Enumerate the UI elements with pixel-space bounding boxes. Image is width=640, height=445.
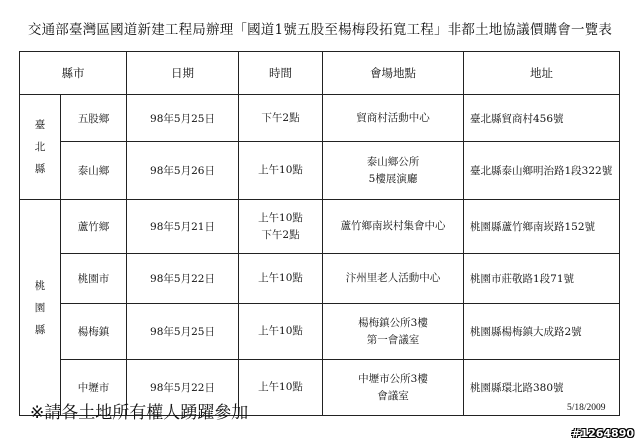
date-cell: 98年5月21日 [127,200,239,254]
date-cell: 98年5月25日 [127,95,239,142]
town-cell: 桃園市 [61,254,127,304]
address-cell: 臺北縣泰山鄉明治路1段322號 [464,142,620,200]
town-cell: 楊梅鎮 [61,304,127,360]
watermark: #1264890 [571,427,634,440]
time-line: 下午2點 [261,228,300,241]
town-cell: 中壢市 [61,360,127,416]
date-cell: 98年5月25日 [127,304,239,360]
time-line: 上午10點 [258,272,303,284]
date-cell: 98年5月26日 [127,142,239,200]
header-address: 地址 [464,52,620,95]
venue-line: 會議室 [377,389,409,402]
venue-line: 泰山鄉公所 [366,155,420,168]
table-row [20,142,620,200]
county-cell [20,95,61,200]
address-cell: 臺北縣貿商村456號 [464,95,620,142]
table-row [20,254,620,304]
time-line: 上午10點 [258,211,303,224]
county-char: 北 [34,141,46,153]
table-row [20,95,620,142]
date-cell: 98年5月22日 [127,360,239,416]
county-char: 臺 [34,119,46,131]
venue-line: 汴州里老人活動中心 [345,272,441,284]
time-cell [239,142,323,200]
county-char: 縣 [34,323,46,336]
date-cell: 98年5月22日 [127,254,239,304]
time-cell [239,200,323,254]
time-cell [239,304,323,360]
time-line: 下午2點 [261,111,300,124]
town-cell: 蘆竹鄉 [61,200,127,254]
venue-cell [323,360,464,416]
address-cell: 桃園縣蘆竹鄉南崁路152號 [464,200,620,254]
time-cell [239,95,323,142]
time-line: 上午10點 [258,381,303,393]
venue-line: 貿商村活動中心 [356,111,430,124]
venue-cell [323,142,464,200]
meeting-schedule-table [19,51,620,416]
footer-date: 5/18/2009 [567,403,606,413]
venue-line: 楊梅鎮公所3樓 [358,316,428,329]
time-cell [239,360,323,416]
time-line: 上午10點 [258,164,303,176]
venue-cell [323,304,464,360]
address-cell: 桃園市莊敬路1段71號 [464,254,620,304]
table-row [20,200,620,254]
header-venue: 會場地點 [323,52,464,95]
venue-cell [323,200,464,254]
venue-line: 中壢市公所3樓 [358,372,428,385]
document-title: 交通部臺灣區國道新建工程局辦理「國道1號五股至楊梅段拓寬工程」非都土地協議價購會一覽表 [27,22,613,38]
address-cell: 桃園縣楊梅鎮大成路2號 [464,304,620,360]
venue-cell [323,254,464,304]
time-line: 上午10點 [258,325,303,337]
venue-line: 蘆竹鄉南崁村集會中心 [340,220,446,232]
time-cell [239,254,323,304]
table-body [20,95,620,416]
town-cell: 五股鄉 [61,95,127,142]
header-time: 時間 [239,52,323,95]
county-char: 園 [34,301,46,314]
table-row [20,304,620,360]
address-cell: 桃園縣環北路380號 [464,360,620,416]
county-char: 桃 [34,279,46,292]
county-cell [20,200,61,416]
venue-cell [323,95,464,142]
county-char: 縣 [34,163,46,175]
town-cell: 泰山鄉 [61,142,127,200]
table-header-row [20,52,620,95]
venue-line: 5樓展演廳 [368,172,418,185]
header-date: 日期 [127,52,239,95]
header-city: 縣市 [20,52,127,95]
footer-note: ※請各土地所有權人踴躍參加 [30,403,249,423]
venue-line: 第一會議室 [366,333,420,346]
